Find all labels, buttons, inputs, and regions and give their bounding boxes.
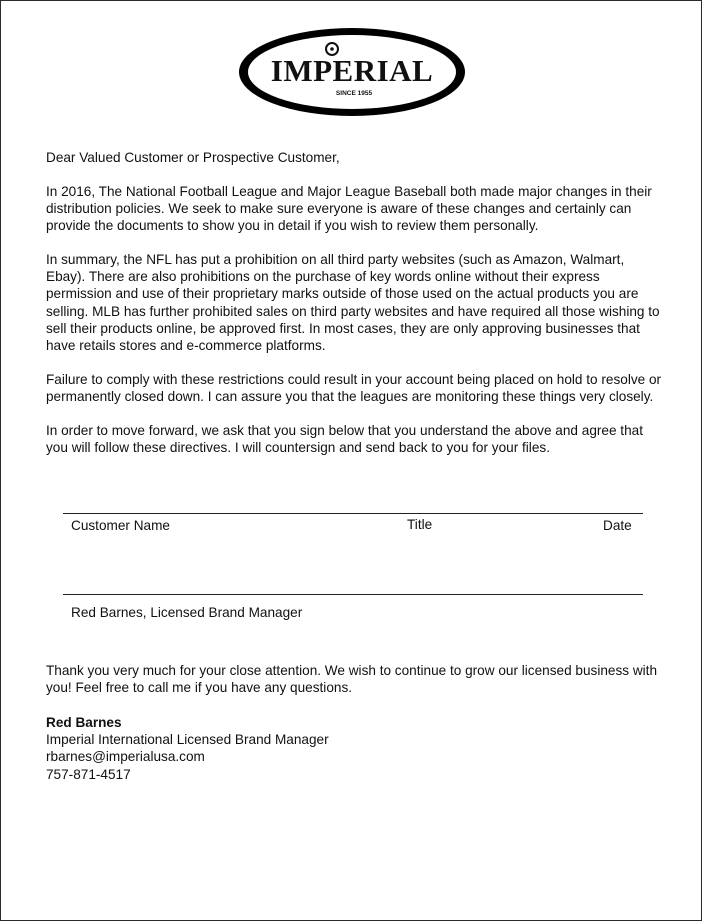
date-label: Date [603, 518, 632, 533]
paragraph-4: In order to move forward, we ask that you sign below that you understand the above and agree that you will follow these directives. I will countersign and send back to you for your files. [46, 423, 643, 456]
customer-signature-line [63, 513, 643, 514]
paragraph-3: Failure to comply with these restrictions could result in your account being placed on hold to resolve or permanently closed down. I can assure you that the leagues are monitoring these things very closely. [46, 372, 662, 405]
sender-title: Imperial International Licensed Brand Manager [46, 732, 329, 748]
logo-brand-text: IMPERIAL [270, 53, 434, 88]
paragraph-2: In summary, the NFL has put a prohibition on all third party websites (such as Amazon, Walmart, Ebay). There are also prohibitions on the purchase of key words online without their express permission and use of their proprietary marks outside of those used on the actual products you are selling. MLB has further prohibited sales on third party websites and have required all those wishing to sell their products online, be approved first. In most cases, they are only approving businesses that have retails stores and e-commerce platforms. [46, 252, 660, 354]
logo-tagline-text: SINCE 1955 [335, 90, 373, 97]
customer-name-label: Customer Name [71, 518, 170, 533]
title-label: Title [407, 517, 433, 532]
closing-paragraph: Thank you very much for your close attention. We wish to continue to grow our licensed business with you! Feel free to call me if you have any questions. [46, 663, 658, 696]
manager-label: Red Barnes, Licensed Brand Manager [71, 605, 303, 620]
sender-email: rbarnes@imperialusa.com [46, 749, 205, 765]
imperial-logo [235, 24, 469, 120]
manager-signature-line [63, 594, 643, 595]
paragraph-1: In 2016, The National Football League and Major League Baseball both made major changes in their distribution policies. We seek to make sure everyone is aware of these changes and certainly can provide the documents to show you in detail if you wish to review them personally. [46, 184, 652, 234]
sender-block [46, 714, 329, 783]
sender-phone: 757-871-4517 [46, 766, 131, 782]
sender-name: Red Barnes [46, 715, 122, 730]
greeting: Dear Valued Customer or Prospective Customer, [46, 150, 340, 165]
